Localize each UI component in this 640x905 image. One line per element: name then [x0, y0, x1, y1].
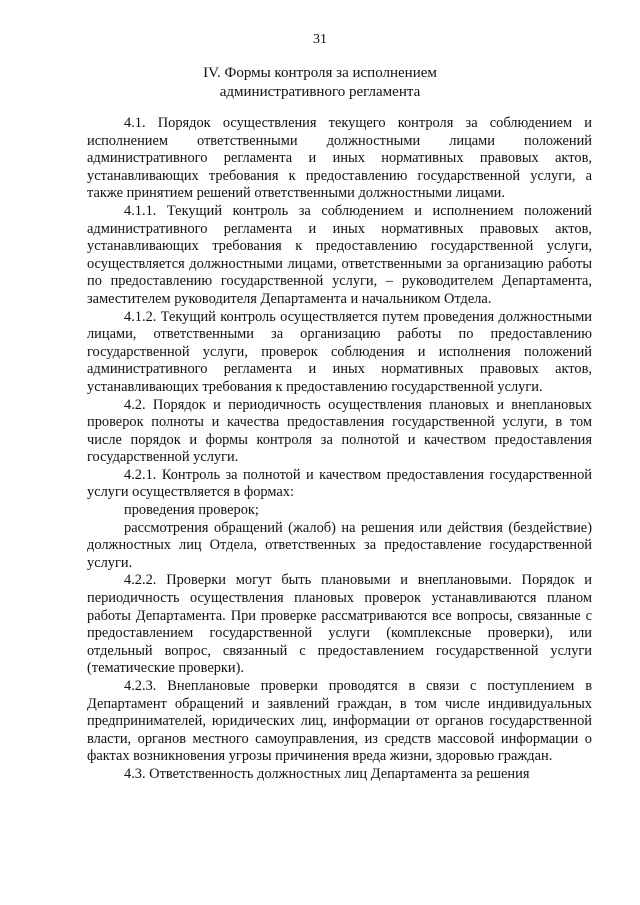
body-text	[87, 115, 592, 784]
paragraph-4-1: 4.1. Порядок осуществления текущего контроля за соблюдением и исполнением ответственными должностными лицами положений административного регламента и иных нормативных правовых актов, устанавливающих требования к предоставлению государственной услуги, а также принятием решений ответственными должностными лицами.	[87, 115, 592, 202]
list-item-inspections: проведения проверок;	[124, 502, 259, 519]
list-item-complaints: рассмотрения обращений (жалоб) на решения или действия (бездействие) должностных лиц Отдела, ответственных за предоставление государственной услуги.	[87, 519, 592, 571]
section-heading	[0, 64, 640, 102]
paragraph-4-1-1: 4.1.1. Текущий контроль за соблюдением и исполнением положений административного регламента и иных нормативных правовых актов, устанавливающих требования к предоставлению государственной услуги, осуществляется должностными лицами, ответственными за организацию работы по предоставлению государственной услуги, – руководителем Департамента, заместителем руководителя Департамента и начальником Отдела.	[87, 202, 592, 307]
section-heading-line-1: IV. Формы контроля за исполнением	[203, 65, 437, 81]
paragraph-4-1-2: 4.1.2. Текущий контроль осуществляется путем проведения должностными лицами, ответственными за организацию работы по предоставлению государственной услуги, проверок соблюдения и исполнения положений административного регламента и иных нормативных правовых актов, устанавливающих требования к предоставлению государственной услуги.	[87, 308, 592, 395]
paragraph-4-2-1: 4.2.1. Контроль за полнотой и качеством предоставления государственной услуги осуществляется в формах:	[87, 466, 592, 501]
paragraph-4-3: 4.3. Ответственность должностных лиц Департамента за решения	[124, 765, 530, 782]
section-heading-line-2: административного регламента	[219, 84, 421, 100]
page-number: 31	[313, 32, 327, 47]
paragraph-4-2-3: 4.2.3. Внеплановые проверки проводятся в связи с поступлением в Департамент обращений и заявлений граждан, в том числе индивидуальных предпринимателей, юридических лиц, информации от органов государственной власти, органов местного самоуправления, из средств массовой информации о фактах возникновения угрозы причинения вреда жизни, здоровью граждан.	[87, 678, 592, 765]
paragraph-4-2: 4.2. Порядок и периодичность осуществления плановых и внеплановых проверок полноты и качества предоставления государственной услуги, в том числе порядок и формы контроля за полнотой и качеством предоставления государственной услуги.	[87, 396, 592, 466]
paragraph-4-2-2: 4.2.2. Проверки могут быть плановыми и внеплановыми. Порядок и периодичность осуществления плановых проверок устанавливаются планом работы Департамента. При проверке рассматриваются все вопросы, связанные с предоставлением государственной услуги (комплексные проверки), или отдельный вопрос, связанный с предоставлением государственной услуги (тематические проверки).	[87, 572, 592, 677]
